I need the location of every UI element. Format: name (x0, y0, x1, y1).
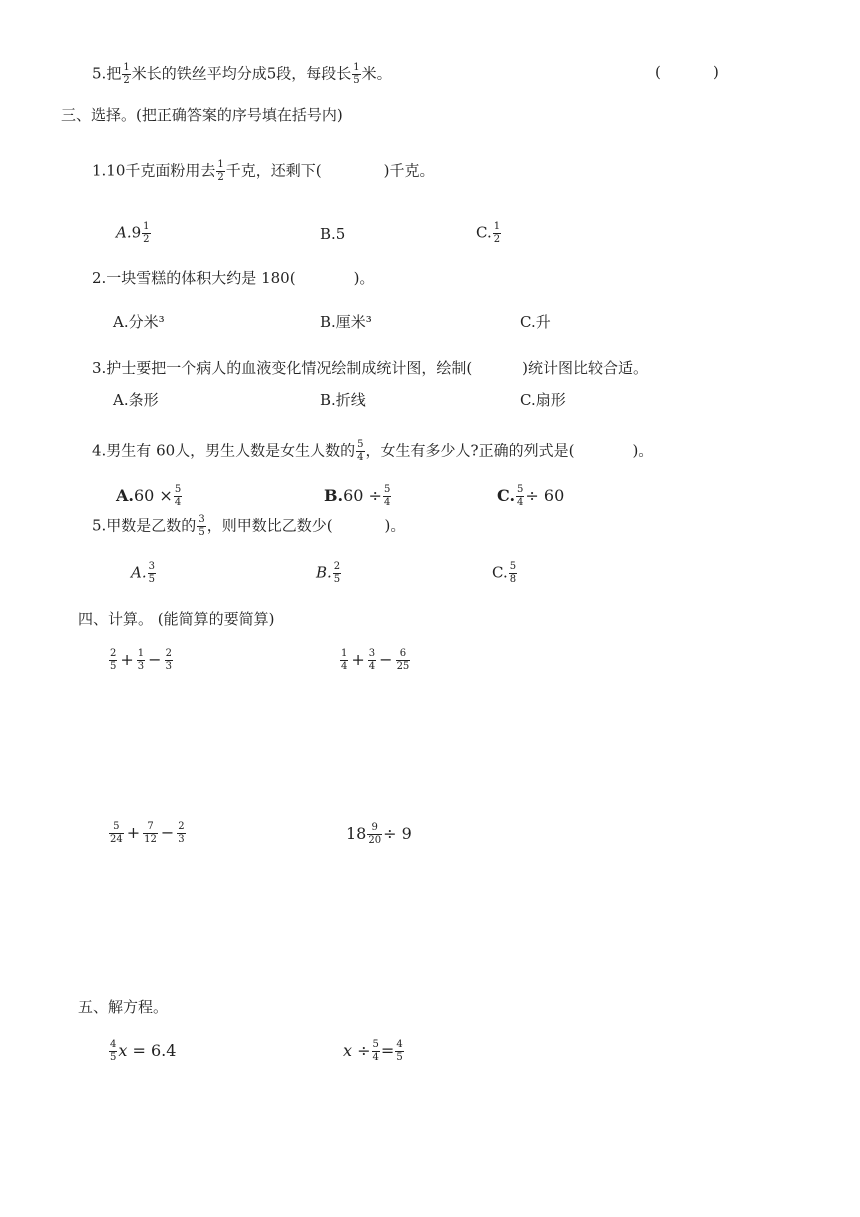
fraction: $\frac{3}{4}$ (368, 648, 376, 672)
question-number: 5. (92, 64, 107, 83)
option-b: B.折线 (320, 391, 366, 409)
fraction: $\frac{2}{5}$ (333, 561, 341, 585)
fraction: $\frac{1}{5}$ (353, 62, 360, 86)
option-b: B.60 ÷ $\frac{5}{4}$ (324, 484, 391, 508)
question-text: 把 (106, 64, 122, 83)
question-text: ，则甲数比乙数少( (206, 516, 333, 535)
question-text: 米长的铁丝平均分成5段，每段长 (131, 64, 352, 83)
option-a: A.9 $\frac{1}{2}$ (116, 221, 150, 245)
fraction: $\frac{5}{4}$ (517, 484, 524, 508)
question-text: ，女生有多少人?正确的列式是( (365, 441, 575, 460)
question-text: 4.男生有 60人，男生人数是女生人数的 (92, 441, 356, 460)
question-text: )千克。 (383, 161, 435, 180)
equation-1: $\frac{4}{5}$ x = 6.4 (110, 1039, 177, 1063)
fraction: $\frac{1}{2}$ (143, 221, 150, 245)
fraction: $\frac{1}{4}$ (341, 648, 348, 672)
option-c: C. $\frac{5}{8}$ (492, 561, 517, 585)
fraction: $\frac{5}{4}$ (357, 439, 364, 463)
fraction: $\frac{2}{5}$ (110, 648, 117, 672)
fraction: $\frac{4}{5}$ (110, 1039, 117, 1063)
question-text: )。 (384, 516, 406, 535)
option-b: B.厘米³ (320, 313, 372, 331)
fraction: $\frac{1}{3}$ (137, 648, 145, 672)
question-text: 2.一块雪糕的体积大约是 180( (92, 269, 296, 287)
fraction: $\frac{1}{2}$ (123, 62, 130, 86)
fraction: $\frac{5}{4}$ (383, 484, 391, 508)
option-a: A. $\frac{3}{5}$ (131, 561, 155, 585)
section-heading-calculation: 四、计算。 (能简算的要简算) (78, 610, 275, 628)
fraction: $\frac{1}{2}$ (493, 221, 501, 245)
option-b: B. $\frac{2}{5}$ (316, 561, 341, 585)
question-text: 米。 (361, 64, 392, 83)
question-text: )。 (353, 269, 375, 287)
question-text: 1.10千克面粉用去 (92, 161, 216, 180)
question-text: )。 (632, 441, 654, 460)
answer-paren-close: ) (713, 63, 719, 81)
fraction: $\frac{5}{4}$ (372, 1039, 379, 1063)
fraction: $\frac{5}{8}$ (509, 561, 517, 585)
fraction: $\frac{7}{12}$ (144, 821, 157, 845)
tf-question-5 (92, 63, 392, 86)
fraction: $\frac{9}{20}$ (368, 822, 382, 846)
fraction: $\frac{5}{24}$ (110, 821, 123, 845)
fraction: $\frac{5}{4}$ (174, 484, 182, 508)
fraction: $\frac{2}{3}$ (165, 648, 172, 672)
question-text: 5.甲数是乙数的 (92, 516, 197, 535)
choice-question-2 (92, 271, 374, 286)
option-a: A.分米³ (113, 313, 165, 331)
question-text: 千克，还剩下( (225, 161, 322, 180)
answer-paren-open: ( (655, 63, 661, 81)
fraction: $\frac{6}{25}$ (396, 648, 410, 672)
fraction: $\frac{2}{3}$ (178, 821, 185, 845)
question-text: )统计图比较合适。 (522, 359, 649, 377)
option-b: B.5 (320, 225, 346, 243)
fraction: $\frac{3}{5}$ (198, 514, 205, 538)
choice-question-1 (92, 160, 435, 183)
option-a: A.条形 (113, 391, 159, 409)
question-text: 3.护士要把一个病人的血液变化情况绘制成统计图，绘制( (92, 359, 473, 377)
calc-expression-3: $\frac{5}{24}$ + $\frac{7}{12}$ − $\frac{2}{3}$ (110, 821, 185, 845)
choice-question-3 (92, 361, 648, 376)
section-heading-equations: 五、解方程。 (78, 998, 169, 1016)
fraction: $\frac{3}{5}$ (148, 561, 155, 585)
option-c: C. $\frac{1}{2}$ (476, 221, 501, 245)
equation-2: x ÷ $\frac{5}{4}$ = $\frac{4}{5}$ (343, 1039, 403, 1063)
choice-question-5 (92, 515, 405, 538)
option-c: C.升 (520, 313, 551, 331)
choice-question-4 (92, 440, 653, 463)
calc-expression-4: 18 $\frac{9}{20}$ ÷ 9 (346, 822, 412, 846)
fraction: $\frac{1}{2}$ (217, 159, 224, 183)
option-c: C. $\frac{5}{4}$ ÷ 60 (497, 484, 565, 508)
option-c: C.扇形 (520, 391, 566, 409)
section-heading-choice: 三、选择。(把正确答案的序号填在括号内) (61, 106, 343, 124)
option-a: A.60 × $\frac{5}{4}$ (116, 484, 182, 508)
calc-expression-2: $\frac{1}{4}$ + $\frac{3}{4}$ − $\frac{6}{25}$ (341, 648, 410, 672)
fraction: $\frac{4}{5}$ (396, 1039, 403, 1063)
calc-expression-1: $\frac{2}{5}$ + $\frac{1}{3}$ − $\frac{2}{3}$ (110, 648, 172, 672)
